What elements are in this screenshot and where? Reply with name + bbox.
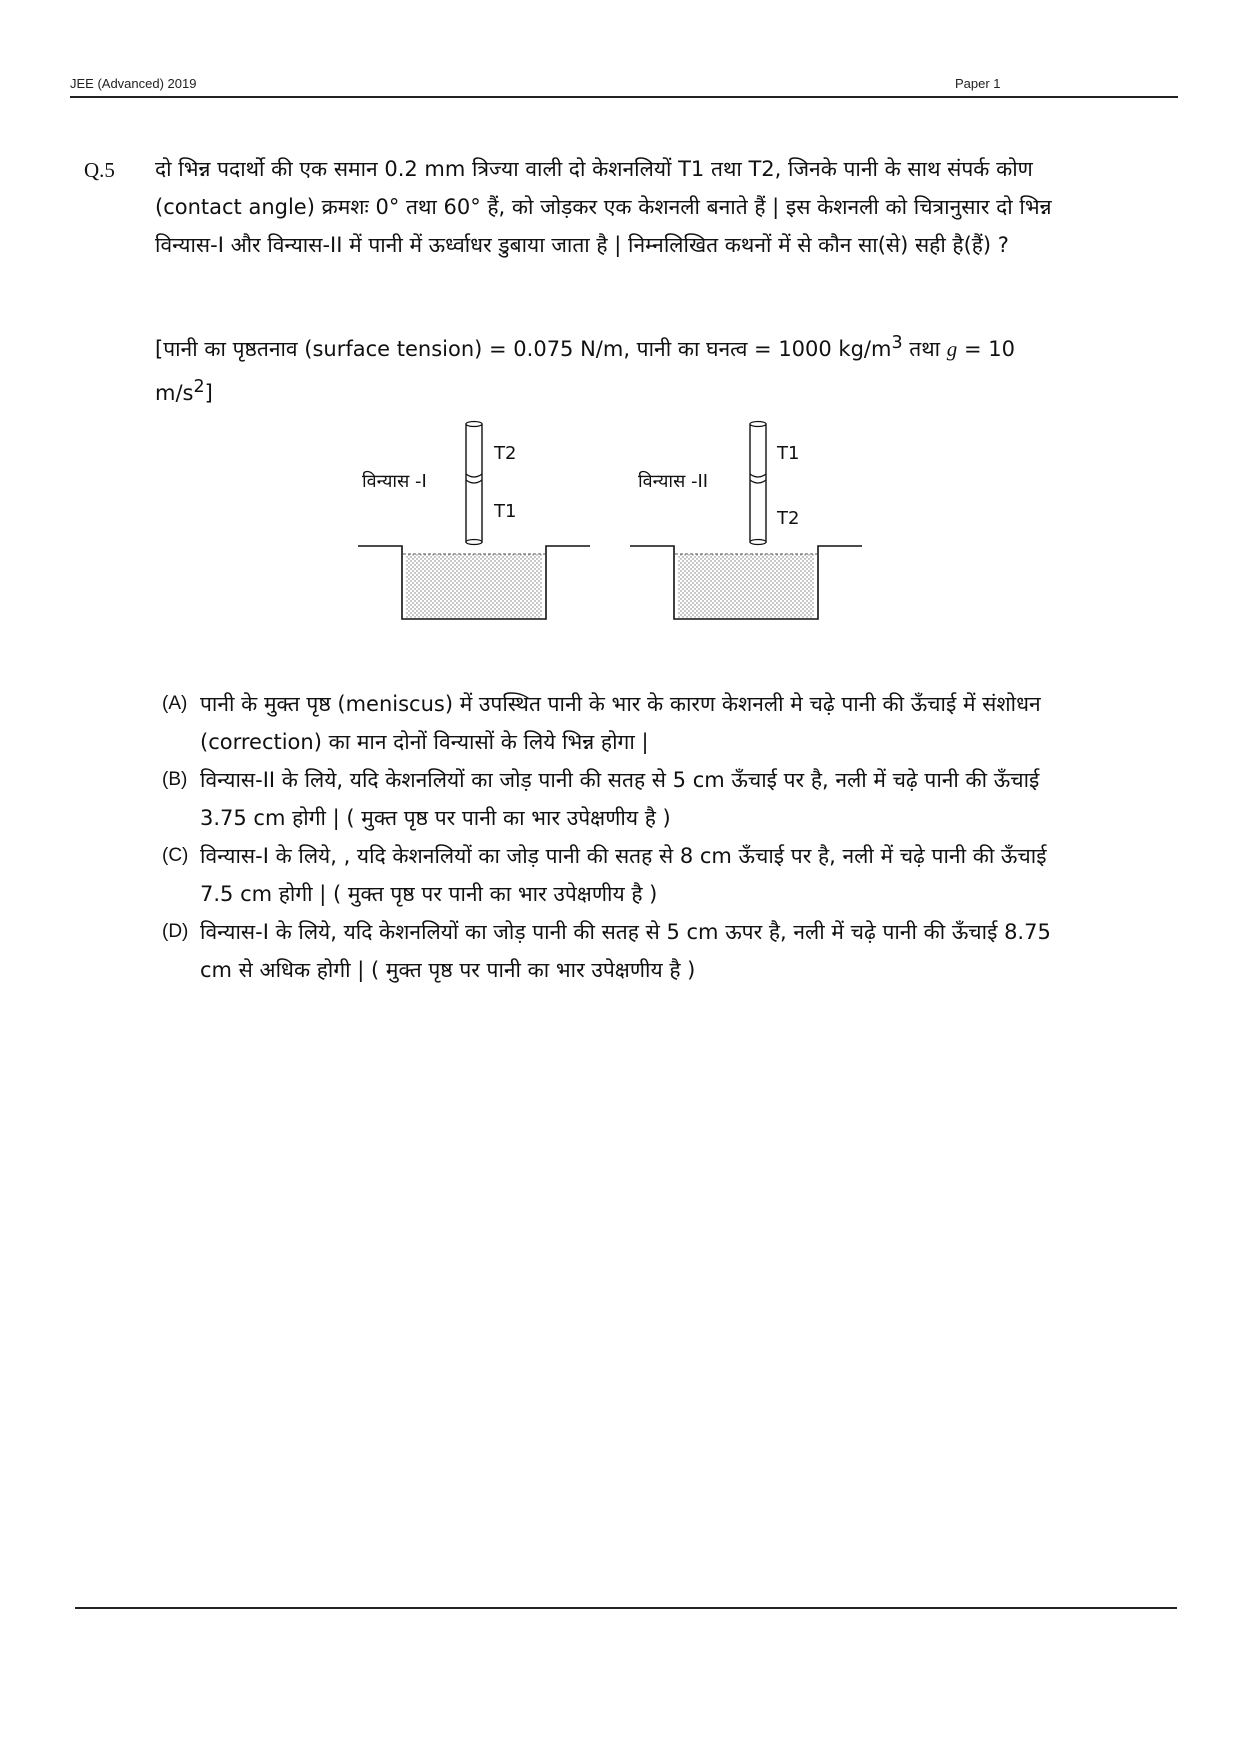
option-letter: (D) — [162, 921, 189, 942]
config1-top-tube-label: T2 — [494, 443, 517, 464]
given-prefix: [पानी का पृष्ठतनाव (surface tension) = 0.075 N/m, पानी का घनत्व = 1000 kg/m — [155, 337, 892, 361]
configuration-2 — [630, 422, 862, 620]
given-suffix: = 10 m/s — [155, 337, 1015, 405]
config2-top-tube-label: T1 — [777, 443, 800, 464]
config1-bottom-tube-label: T1 — [494, 501, 517, 522]
option-letter: (B) — [162, 769, 188, 790]
capillary-figure — [330, 408, 890, 623]
given-close: ] — [204, 381, 213, 405]
config2-bottom-tube-label: T2 — [777, 508, 800, 529]
given-constants — [155, 324, 1075, 412]
option-c — [160, 837, 1080, 913]
config1-label: विन्यास -I — [362, 471, 427, 492]
option-text: पानी के मुक्त पृष्ठ (meniscus) में उपस्थित पानी के भार के कारण केशनली मे चढ़े पानी की ऊँचाई में संशोधन (correction) का मान दोनों विन्यासों के लिये भिन्न होगा | — [200, 692, 1041, 754]
option-b — [160, 761, 1080, 837]
option-text: विन्यास-II के लिये, यदि केशनलियों का जोड़ पानी की सतह से 5 cm ऊँचाई पर है, नली में चढ़े पानी की ऊँचाई 3.75 cm होगी | ( मुक्त पृष्ठ पर पानी का भार उपेक्षणीय है ) — [200, 768, 1040, 830]
option-text: विन्यास-I के लिये, , यदि केशनलियों का जोड़ पानी की सतह से 8 cm ऊँचाई पर है, नली में चढ़े पानी की ऊँचाई 7.5 cm होगी | ( मुक्त पृष्ठ पर पानी का भार उपेक्षणीय है ) — [200, 844, 1047, 906]
config2-capillary-tube — [750, 422, 766, 545]
given-exponent-2: 2 — [193, 377, 205, 397]
config1-water — [406, 554, 542, 619]
configuration-1 — [358, 422, 590, 620]
question-number: Q.5 — [84, 158, 115, 182]
paper-label: Paper 1 — [955, 76, 1001, 91]
option-a — [160, 685, 1080, 761]
option-letter: (C) — [162, 845, 189, 866]
page-header — [70, 76, 1178, 98]
answer-options — [160, 685, 1080, 989]
option-d — [160, 913, 1080, 989]
option-text: विन्यास-I के लिये, यदि केशनलियों का जोड़ पानी की सतह से 5 cm ऊपर है, नली में चढ़े पानी की ऊँचाई 8.75 cm से अधिक होगी | ( मुक्त पृष्ठ पर पानी का भार उपेक्षणीय है ) — [200, 920, 1051, 982]
given-g-symbol: g — [946, 337, 958, 361]
config2-label: विन्यास -II — [638, 471, 709, 492]
given-exponent-3: 3 — [891, 333, 903, 353]
question-text: दो भिन्न पदार्थो की एक समान 0.2 mm त्रिज्या वाली दो केशनलियों T1 तथा T2, जिनके पानी के साथ संपर्क कोण (contact angle) क्रमशः 0° तथा 60° हैं, को जोड़कर एक केशनली बनाते हैं | इस केशनली को चित्रानुसार दो भिन्न विन्यास-I और विन्यास-II में पानी में ऊर्ध्वाधर डुबाया जाता है | निम्नलिखित कथनों में से कौन सा(से) सही है(हैं) ? — [155, 157, 1052, 257]
footer-divider — [75, 1607, 1177, 1609]
config2-water — [678, 554, 814, 619]
header-divider — [70, 96, 1178, 98]
exam-title: JEE (Advanced) 2019 — [70, 76, 197, 91]
option-letter: (A) — [162, 693, 188, 714]
given-mid: तथा — [902, 337, 947, 361]
config1-capillary-tube — [466, 422, 482, 545]
